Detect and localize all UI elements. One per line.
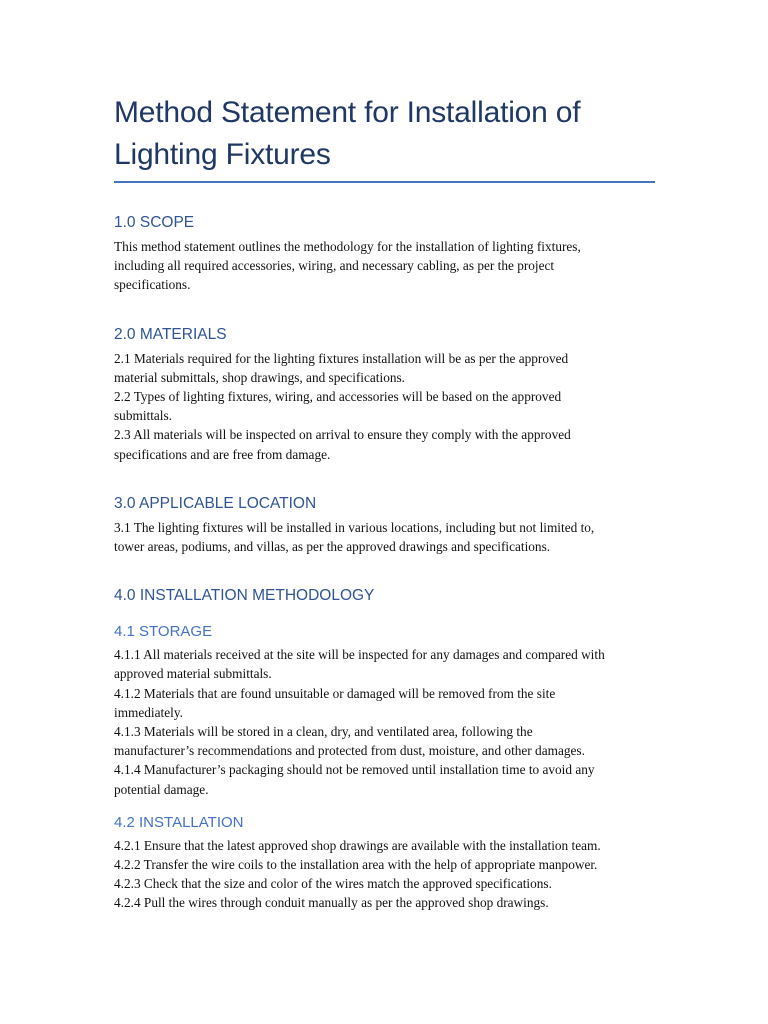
scope-paragraph <box>114 237 656 295</box>
text-line: 4.1.2 Materials that are found unsuitable or damaged will be removed from the site <box>114 685 556 701</box>
text-line: 4.1.1 All materials received at the site will be inspected for any damages and compared with <box>114 647 605 663</box>
section-location <box>114 494 656 556</box>
text-line: immediately. <box>114 704 183 720</box>
text-line: including all required accessories, wiring, and necessary cabling, as per the project <box>114 258 555 274</box>
section-heading-location: 3.0 APPLICABLE LOCATION <box>114 494 317 512</box>
document-title <box>114 92 656 176</box>
text-line: tower areas, podiums, and villas, as per the approved drawings and specifications. <box>114 539 551 555</box>
text-line: potential damage. <box>114 781 209 797</box>
document-title-line-2: Lighting Fixtures <box>114 138 331 171</box>
section-scope <box>114 213 656 295</box>
text-line: 4.2.2 Transfer the wire coils to the installation area with the help of appropriate manpower. <box>114 857 598 873</box>
text-line: 2.3 All materials will be inspected on arrival to ensure they comply with the approved <box>114 427 571 443</box>
installation-paragraph <box>114 836 656 913</box>
section-heading-scope: 1.0 SCOPE <box>114 214 195 231</box>
text-line: 4.2.4 Pull the wires through conduit manually as per the approved shop drawings. <box>114 895 549 911</box>
text-line: 4.1.4 Manufacturer’s packaging should not be removed until installation time to avoid any <box>114 762 595 778</box>
materials-paragraph <box>114 349 656 464</box>
text-line: 4.2.3 Check that the size and color of the wires match the approved specifications. <box>114 876 552 892</box>
text-line: material submittals, shop drawings, and specifications. <box>114 369 405 385</box>
title-divider <box>114 181 655 183</box>
section-heading-methodology: 4.0 INSTALLATION METHODOLOGY <box>114 587 375 605</box>
text-line: 2.1 Materials required for the lighting fixtures installation will be as per the approved <box>114 350 569 366</box>
text-line: 4.1.3 Materials will be stored in a clean, dry, and ventilated area, following the <box>114 724 533 740</box>
text-line: manufacturer’s recommendations and protected from dust, moisture, and other damages. <box>114 743 585 759</box>
text-line: 2.2 Types of lighting fixtures, wiring, and accessories will be based on the approved <box>114 389 562 405</box>
section-materials <box>114 325 656 464</box>
document-title-line-1: Method Statement for Installation of <box>114 96 581 129</box>
section-heading-materials: 2.0 MATERIALS <box>114 325 227 343</box>
storage-paragraph <box>114 645 656 799</box>
subsection-heading-installation: 4.2 INSTALLATION <box>114 813 244 831</box>
document-page <box>114 92 656 913</box>
text-line: This method statement outlines the methodology for the installation of lighting fixtures, <box>114 239 581 254</box>
text-line: 3.1 The lighting fixtures will be installed in various locations, including but not limited to, <box>114 519 595 535</box>
section-methodology <box>114 586 656 912</box>
location-paragraph <box>114 518 656 556</box>
text-line: specifications and are free from damage. <box>114 446 331 462</box>
text-line: specifications. <box>114 277 191 293</box>
text-line: submittals. <box>114 408 172 424</box>
text-line: approved material submittals. <box>114 666 272 682</box>
subsection-heading-storage: 4.1 STORAGE <box>114 623 213 641</box>
text-line: 4.2.1 Ensure that the latest approved shop drawings are available with the installation team. <box>114 837 601 853</box>
